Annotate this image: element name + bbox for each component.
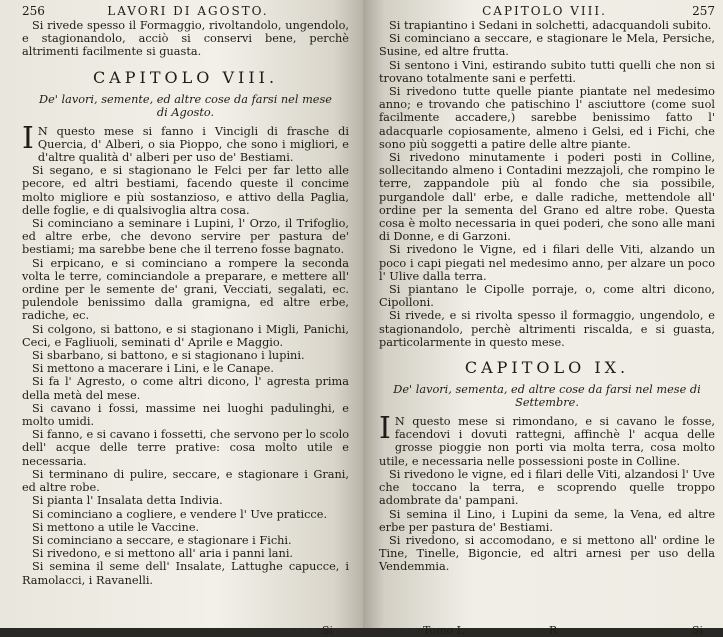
paragraph: Si terminano di pulire, seccare, e stagionare i Grani, ed altre robe. bbox=[22, 467, 349, 495]
catchword: Si bbox=[691, 624, 703, 637]
paragraph: Si cominciano a seccare, e stagionare le Mela, Persiche, Susine, ed altre frutta. bbox=[379, 32, 715, 59]
paragraph: Si pianta l' Insalata detta Indivia. bbox=[32, 494, 223, 508]
paragraph: Si rivedono tutte quelle piante piantate nel medesimo anno; e trovando che patischino l' asciuttore (come suol facilmente accadere,) sarebbe benissimo fatto l' adacquarle copiosamente, almeno i Gelsi, ed i Fichi, che sono più soggetti a patire delle altre piante. bbox=[379, 85, 715, 151]
paragraph: Si trapiantino i Sedani in solchetti, adacquandoli subito. bbox=[389, 19, 712, 32]
paragraph: Si cominciano a seccare, e stagionare i Fichi. bbox=[32, 533, 292, 547]
paragraph: Si rivedono, si accomodano, e si mettono all' ordine le Tine, Tinelle, Bigoncie, ed altri arnesi per uso della Vendemmia. bbox=[379, 533, 715, 574]
paragraph: Si erpicano, e si cominciano a rompere la seconda volta le terre, cominciandole a preparare, e mettere all' ordine per le semente de' grani, Vecciati, segalati, ec. pulendole benissimo dalla gramigna, ed altre erbe, radiche, ec. bbox=[22, 256, 349, 323]
dropcap-paragraph-text: N questo mese si fanno i Vincigli di frasche di Quercia, d' Alberi, o sia Pioppo, che sono i migliori, e d'altre qualità d' alberi per uso de' Bestiami. bbox=[37, 124, 349, 165]
paragraph: Si rivedono le Vigne, ed i filari delle Viti, alzando un poco i capi piegati nel medesimo anno, per alzare un poco l' Ulive dalla terra. bbox=[379, 243, 715, 283]
right-body-text bbox=[379, 411, 715, 574]
left-top-text bbox=[22, 19, 349, 59]
running-head-title: CAPITOLO VIII. bbox=[482, 4, 607, 18]
chapter-subtitle: De' lavori, sementa, ed altre cose da farsi nel mese di Settembre. bbox=[393, 383, 701, 410]
chapter-subtitle: De' lavori, semente, ed altre cose da farsi nel mese di Agosto. bbox=[39, 92, 332, 119]
paragraph: Si rivede spesso il Formaggio, rivoltandolo, ungendolo, e stagionandolo, acciò si conservi bene, perchè altrimenti facilmente si guasta. bbox=[22, 19, 349, 59]
paragraph: Si rivede, e si rivolta spesso il formaggio, ungendolo, e stagionandolo, perchè altrimenti riscalda, e si guasta, particolarmente in questo mese. bbox=[379, 309, 715, 349]
drop-cap: I bbox=[22, 120, 34, 156]
dropcap-paragraph bbox=[379, 411, 715, 468]
page-number: 256 bbox=[22, 4, 45, 18]
paragraph: Si cominciano a cogliere, e vendere l' Uve praticce. bbox=[32, 507, 328, 521]
paragraph: Si sentono i Vini, estirando subito tutti quelli che non si trovano totalmente sani e perfetti. bbox=[379, 58, 715, 85]
paragraph: Si piantano le Cipolle porraje, o, come altri dicono, Cipolloni. bbox=[379, 283, 715, 310]
drop-cap: I bbox=[379, 411, 391, 447]
paragraph: Si cominciano a seminare i Lupini, l' Orzo, il Trifoglio, ed altre erbe, che devono servire per pastura de' bestiami; ma sarebbe bene che il terreno fosse bagnato. bbox=[22, 217, 349, 257]
dropcap-paragraph-text: N questo mese si rimondano, e si cavano le fosse, facendovi i dovuti rattegni, affinchè l' acqua delle grosse pioggie non porti via molta terra, cosa molto utile, e necessaria nelle possessioni poste in Colline. bbox=[379, 415, 715, 468]
running-header bbox=[379, 4, 715, 19]
paragraph: Si mettono a utile le Vaccine. bbox=[32, 520, 200, 534]
right-top-text bbox=[379, 19, 715, 349]
chapter-title: CAPITOLO IX. bbox=[464, 358, 630, 378]
left-body-text bbox=[22, 120, 349, 587]
paragraph: Si fanno, e si cavano i fossetti, che servono per lo scolo dell' acque delle terre prative: cosa molto utile e necessaria. bbox=[22, 428, 349, 468]
paragraph: Si colgono, si battono, e si stagionano i Migli, Panichi, Ceci, e Fagliuoli, seminati d' Aprile e Maggio. bbox=[22, 322, 349, 349]
paragraph: Si fa l' Agresto, o come altri dicono, l' agresta prima della metà del mese. bbox=[22, 375, 349, 402]
chapter-title: CAPITOLO VIII. bbox=[92, 67, 279, 87]
page-number: 257 bbox=[692, 4, 715, 18]
paragraph: Si rivedono minutamente i poderi posti in Colline, sollecitando almeno i Contadini mezzajoli, che rompino le terre, zappandole più al fondo che sia possibile, purgandole dall' erbe, e dalle radiche, mettendole all' ordine per la sementa del Grano ed altre robe. Questa cosa è molto necessaria in quei poderi, che sono alle mani di Donne, e di Garzoni. bbox=[379, 151, 715, 244]
signature: Tomo I. bbox=[423, 624, 465, 637]
catchword: Si bbox=[321, 624, 333, 637]
paragraph: Si mettono a macerare i Lini, e le Canape. bbox=[32, 362, 274, 376]
paragraph: Si segano, e si stagionano le Felci per far letto alle pecore, ed altri bestiami, facendo queste il concime molto migliore e più sostanzioso, e attivo della Paglia, delle foglie, e di qualsivoglia altra cosa. bbox=[22, 164, 349, 217]
paragraph: Si cavano i fossi, massime nei luoghi padulinghi, e molto umidi. bbox=[22, 401, 349, 429]
dropcap-paragraph bbox=[22, 120, 349, 165]
paragraph: Si rivedono, e si mettono all' aria i panni lani. bbox=[32, 547, 294, 561]
running-header bbox=[22, 4, 349, 19]
paragraph: Si sbarbano, si battono, e si stagionano i lupini. bbox=[32, 349, 305, 363]
paragraph: Si semina il seme dell' Insalate, Lattughe capucce, i Ramolacci, i Ravanelli. bbox=[22, 560, 349, 587]
paragraph: Si rivedono le vigne, ed i filari delle Viti, alzandosi l' Uve che toccano la terra, e scoprendo quelle troppo adombrate da' pampani. bbox=[379, 467, 715, 508]
running-head-title: LAVORI DI AGOSTO. bbox=[107, 4, 269, 18]
paragraph: Si semina il Lino, i Lupini da seme, la Vena, ed altre erbe per pastura de' Bestiami. bbox=[379, 507, 715, 534]
right-page bbox=[363, 0, 723, 637]
signature-mark: R bbox=[549, 624, 558, 637]
